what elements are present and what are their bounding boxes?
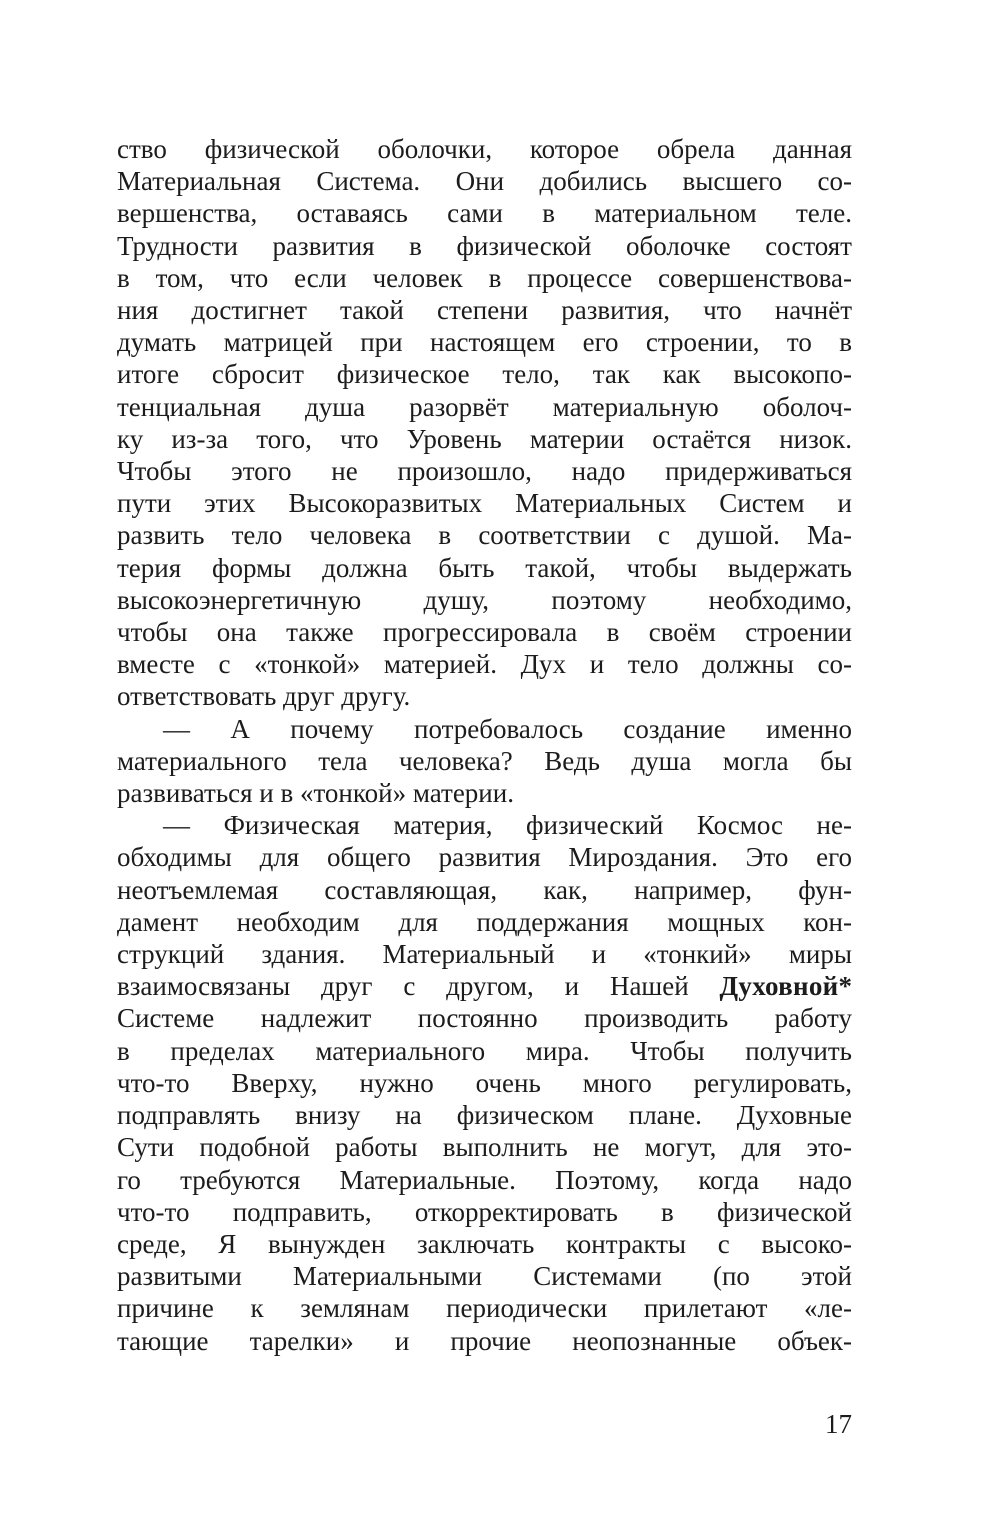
page-text-block: [117, 133, 852, 1357]
emphasized-word: Духовной: [719, 971, 839, 1002]
text-line: Чтобы этого не произошло, надо придерживаться: [117, 456, 852, 487]
text-line: [117, 970, 852, 1002]
text-line: — А почему потребовалось создание именно: [163, 713, 852, 744]
text-line: ку из-за того, что Уровень материи остаётся низок.: [117, 423, 852, 454]
text-line: в пределах материального мира. Чтобы получить: [117, 1035, 852, 1066]
text-line: причине к землянам периодически прилетают «ле-: [117, 1293, 852, 1324]
text-line: неотъемлемая составляющая, как, например, фун-: [117, 874, 852, 905]
text-line: вместе с «тонкой» материей. Дух и тело должны со-: [117, 649, 852, 680]
text-line: Материальная Система. Они добились высшего со-: [117, 166, 852, 197]
text-line: Трудности развития в физической оболочке состоят: [117, 230, 852, 261]
footnote-asterisk: *: [838, 971, 852, 1002]
text-line: что-то подправить, откорректировать в физической: [117, 1196, 852, 1227]
text-line: среде, Я вынужден заключать контракты с высоко-: [117, 1228, 852, 1259]
text-line: го требуются Материальные. Поэтому, когда надо: [117, 1164, 852, 1195]
text-line: тающие тарелки» и прочие неопознанные объек-: [117, 1325, 852, 1356]
text-line: обходимы для общего развития Мироздания. Это его: [117, 842, 852, 873]
text-line: — Физическая материя, физический Космос не-: [163, 810, 852, 841]
text-line: ответствовать друг другу.: [117, 681, 411, 712]
text-line: тенциальная душа разорвёт материальную оболоч-: [117, 391, 852, 422]
text-line: развитыми Материальными Системами (по этой: [117, 1261, 852, 1292]
text-line: ния достигнет такой степени развития, что начнёт: [117, 295, 852, 326]
text-line: материального тела человека? Ведь душа могла бы: [117, 745, 852, 776]
text-line: пути этих Высокоразвитых Материальных Систем и: [117, 488, 852, 519]
text-line: подправлять внизу на физическом плане. Духовные: [117, 1100, 852, 1131]
text-line: в том, что если человек в процессе совершенствова-: [117, 262, 852, 293]
text-line: вершенства, оставаясь сами в материальном теле.: [117, 198, 852, 229]
text-line: итоге сбросит физическое тело, так как высокопо-: [117, 359, 852, 390]
text-line: чтобы она также прогрессировала в своём строении: [117, 617, 852, 648]
text-line: что-то Вверху, нужно очень много регулировать,: [117, 1067, 852, 1098]
text-line: ство физической оболочки, которое обрела данная: [117, 134, 852, 164]
text-line: думать матрицей при настоящем его строении, то в: [117, 327, 852, 358]
page-number: 17: [825, 1409, 852, 1439]
text-line: Системе надлежит постоянно производить работу: [117, 1003, 852, 1034]
text-run: взаимосвязаны друг с другом, и Нашей: [117, 971, 720, 1002]
text-line: развиваться и в «тонкой» материи.: [117, 778, 514, 809]
text-line: развить тело человека в соответствии с душой. Ма-: [117, 520, 852, 551]
text-line: терия формы должна быть такой, чтобы выдержать: [117, 552, 852, 583]
text-line: дамент необходим для поддержания мощных кон-: [117, 906, 852, 937]
text-line: струкций здания. Материальный и «тонкий» миры: [117, 939, 852, 970]
text-line: Сути подобной работы выполнить не могут, для это-: [117, 1132, 852, 1163]
text-line: высокоэнергетичную душу, поэтому необходимо,: [117, 584, 852, 615]
